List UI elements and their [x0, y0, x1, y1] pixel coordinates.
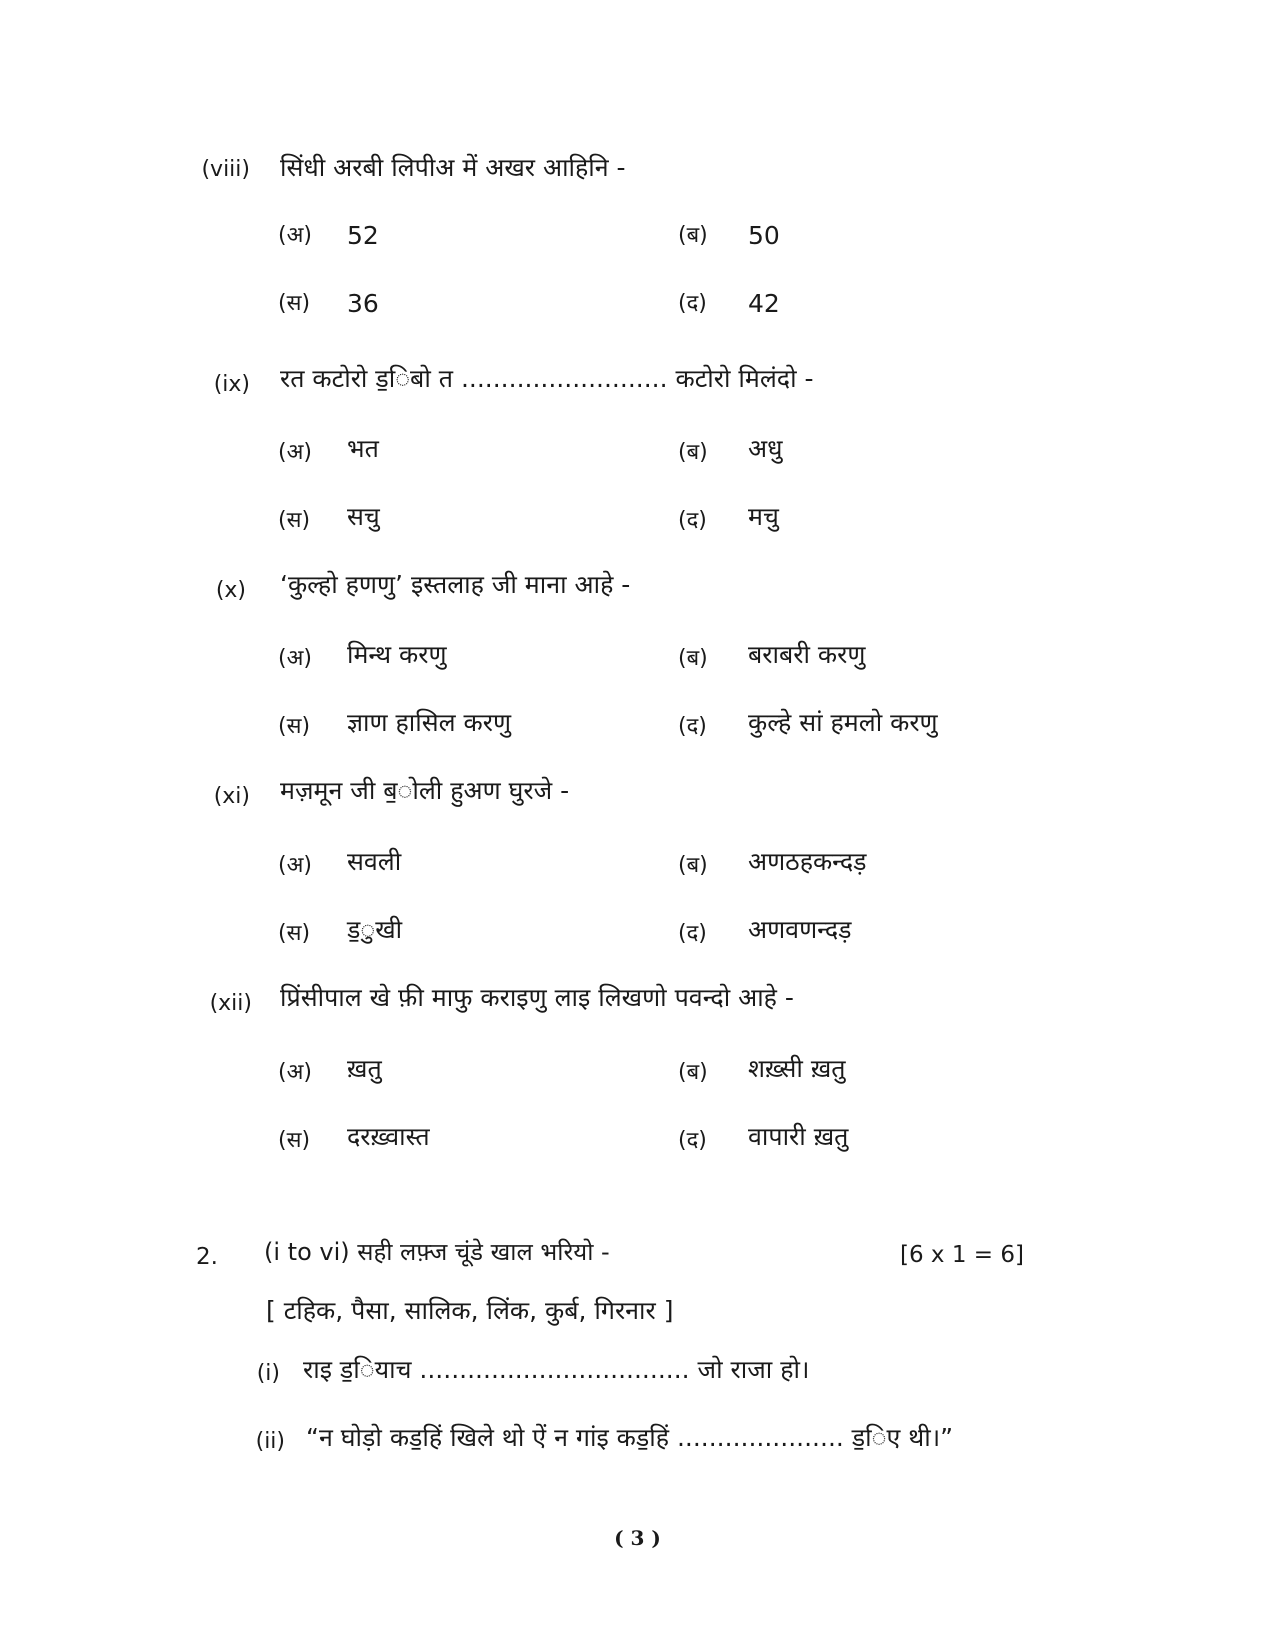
question-text: सिंधी अरबी लिपीअ में अखर आहिनि - — [280, 153, 626, 182]
question-number: (x) — [215, 578, 246, 603]
fill-item-number: (ii) — [255, 1429, 285, 1454]
question-text: ‘कुल्हो हणणु’ इस्तलाह जी माना आहे - — [280, 570, 631, 599]
option-a-text: सवली — [347, 847, 402, 876]
section-number: 2. — [196, 1244, 218, 1270]
option-c-text: दरख़्वास्त — [347, 1122, 430, 1151]
option-a-label: (अ) — [278, 440, 312, 465]
option-d-label: (द) — [678, 921, 707, 946]
option-c-label: (स) — [278, 508, 311, 533]
question-number: (viii) — [201, 157, 250, 182]
fill-item-text: राइ ड॒ियाच .................................. जो राजा हो। — [303, 1355, 810, 1384]
option-b-text: अधु — [748, 434, 783, 463]
option-b-text: 50 — [748, 221, 780, 250]
option-b-label: (ब) — [678, 1060, 708, 1085]
option-a-label: (अ) — [278, 223, 312, 248]
fill-item-text: “न घोड़ो कड॒हिं खिले थो ऐं न गांइ कड॒हिं ..................... ड॒िए थी।” — [306, 1423, 954, 1452]
section-marks: [6 x 1 = 6] — [900, 1242, 1024, 1268]
option-a-label: (अ) — [278, 646, 312, 671]
option-c-label: (स) — [278, 714, 311, 739]
option-a-text: भत — [347, 434, 379, 463]
option-d-text: वापारी ख़तु — [748, 1122, 849, 1151]
option-b-label: (ब) — [678, 223, 708, 248]
question-text: मज़मून जी ब॒ोली हुअण घुरजे - — [280, 776, 570, 805]
question-text: प्रिंसीपाल खे फ़ी माफु कराइणु लाइ लिखणो पवन्दो आहे - — [280, 983, 794, 1012]
option-d-text: अणवणन्दड़ — [748, 915, 852, 944]
question-text: रत कटोरो ड॒िबो त .......................... कटोरो मिलंदो - — [280, 364, 814, 393]
option-d-label: (द) — [678, 508, 707, 533]
option-c-text: सचु — [347, 502, 380, 531]
option-b-label: (ब) — [678, 440, 708, 465]
option-c-label: (स) — [278, 1128, 311, 1153]
option-b-label: (ब) — [678, 853, 708, 878]
option-b-text: शख़्सी ख़तु — [748, 1054, 846, 1083]
question-number: (ix) — [213, 372, 250, 397]
option-c-text: ड॒ुखी — [347, 915, 403, 944]
option-d-text: मचु — [748, 502, 779, 531]
option-c-text: ज्ञाण हासिल करणु — [347, 708, 512, 737]
section-heading: (i to vi) सही लफ़्ज चूंडे खाल भरियो - — [264, 1238, 610, 1266]
word-bank: [ टहिक, पैसा, सालिक, लिंक, कुर्ब, गिरनार ] — [266, 1296, 674, 1325]
question-number: (xi) — [213, 784, 250, 809]
option-d-label: (द) — [678, 1128, 707, 1153]
option-c-label: (स) — [278, 291, 311, 316]
option-b-text: बराबरी करणु — [748, 640, 866, 669]
option-a-text: 52 — [347, 221, 379, 250]
option-d-label: (द) — [678, 291, 707, 316]
option-d-text: कुल्हे सां हमलो करणु — [748, 708, 938, 737]
question-number: (xii) — [209, 991, 252, 1016]
option-c-label: (स) — [278, 921, 311, 946]
option-d-label: (द) — [678, 714, 707, 739]
option-b-text: अणठहकन्दड़ — [748, 847, 867, 876]
option-d-text: 42 — [748, 289, 780, 318]
page-number: ( 3 ) — [614, 1526, 661, 1550]
option-b-label: (ब) — [678, 646, 708, 671]
fill-item-number: (i) — [256, 1361, 280, 1386]
option-a-text: ख़तु — [347, 1054, 382, 1083]
option-a-text: मिन्थ करणु — [347, 640, 447, 669]
option-a-label: (अ) — [278, 853, 312, 878]
option-a-label: (अ) — [278, 1060, 312, 1085]
option-c-text: 36 — [347, 289, 379, 318]
